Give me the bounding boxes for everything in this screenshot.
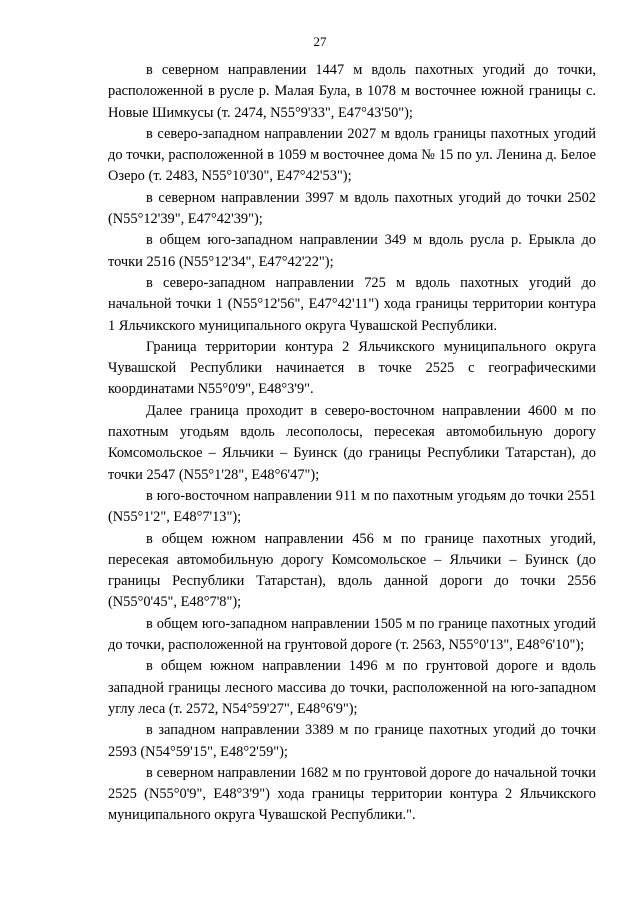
paragraph-boundary-segment-2563: в общем юго-западном направлении 1505 м по границе пахотных угодий до точки, расположенной на грунтовой дороге (т. 2563, N55°0'13", E48°6'10"); [108, 615, 596, 654]
document-body [108, 60, 596, 827]
paragraph-boundary-segment-2556: в общем южном направлении 456 м по границе пахотных угодий, пересекая автомобильную дорогу Комсомольское – Яльчики – Буинск (до границы Республики Татарстан), вдоль данной дороги до точки 2556 (N55°0'45", E48°7'8"); [108, 530, 596, 611]
page-number: 27 [313, 34, 327, 49]
paragraph-boundary-segment-2502: в северном направлении 3997 м вдоль пахотных угодий до точки 2502 (N55°12'39", E47°42'39"); [108, 189, 596, 228]
paragraph-boundary-segment-2483: в северо-западном направлении 2027 м вдоль границы пахотных угодий до точки, расположенной в 1059 м восточнее дома № 15 по ул. Ленина д. Белое Озеро (т. 2483, N55°10'30", E47°42'53"); [108, 125, 596, 185]
paragraph-boundary-segment-contour-2-end: в северном направлении 1682 м по грунтовой дороге до начальной точки 2525 (N55°0'9", E48°3'9") хода границы территории контура 2 Яльчикского муниципального округа Чувашской Республики.". [108, 764, 596, 824]
paragraph-boundary-segment-2516: в общем юго-западном направлении 349 м вдоль русла р. Ерыкла до точки 2516 (N55°12'34", E47°42'22"); [108, 232, 596, 270]
paragraph-boundary-segment-2551: в юго-восточном направлении 911 м по пахотным угодьям до точки 2551 (N55°1'2", E48°7'13"); [108, 487, 596, 526]
paragraph-boundary-segment-2593: в западном направлении 3389 м по границе пахотных угодий до точки 2593 (N54°59'15", E48°2'59"); [108, 722, 596, 760]
paragraph-boundary-segment-2547: Далее граница проходит в северо-восточном направлении 4600 м по пахотным угодьям вдоль лесополосы, пересекая автомобильную дорогу Комсомольское – Яльчики – Буинск (до границы Республики Татарстан), до точки 2547 (N55°1'28", E48°6'47"); [108, 402, 596, 483]
paragraph-boundary-segment-contour-1-end: в северо-западном направлении 725 м вдоль пахотных угодий до начальной точки 1 (N55°12'56", E47°42'11") хода границы территории контура 1 Яльчикского муниципального округа Чувашской Республики. [108, 274, 596, 334]
paragraph-boundary-segment-2474: в северном направлении 1447 м вдоль пахотных угодий до точки, расположенной в русле р. Малая Була, в 1078 м восточнее южной границы с. Новые Шимкусы (т. 2474, N55°9'33", E47°43'50"); [108, 62, 596, 121]
paragraph-boundary-segment-2572: в общем южном направлении 1496 м по грунтовой дороге и вдоль западной границы лесного массива до точки, расположенной на юго-западном углу леса (т. 2572, N54°59'27", E48°6'9"); [108, 658, 596, 717]
paragraph-contour-2-start: Граница территории контура 2 Яльчикского муниципального округа Чувашской Республики начинается в точке 2525 с географическими координатами N55°0'9", E48°3'9". [108, 338, 596, 398]
